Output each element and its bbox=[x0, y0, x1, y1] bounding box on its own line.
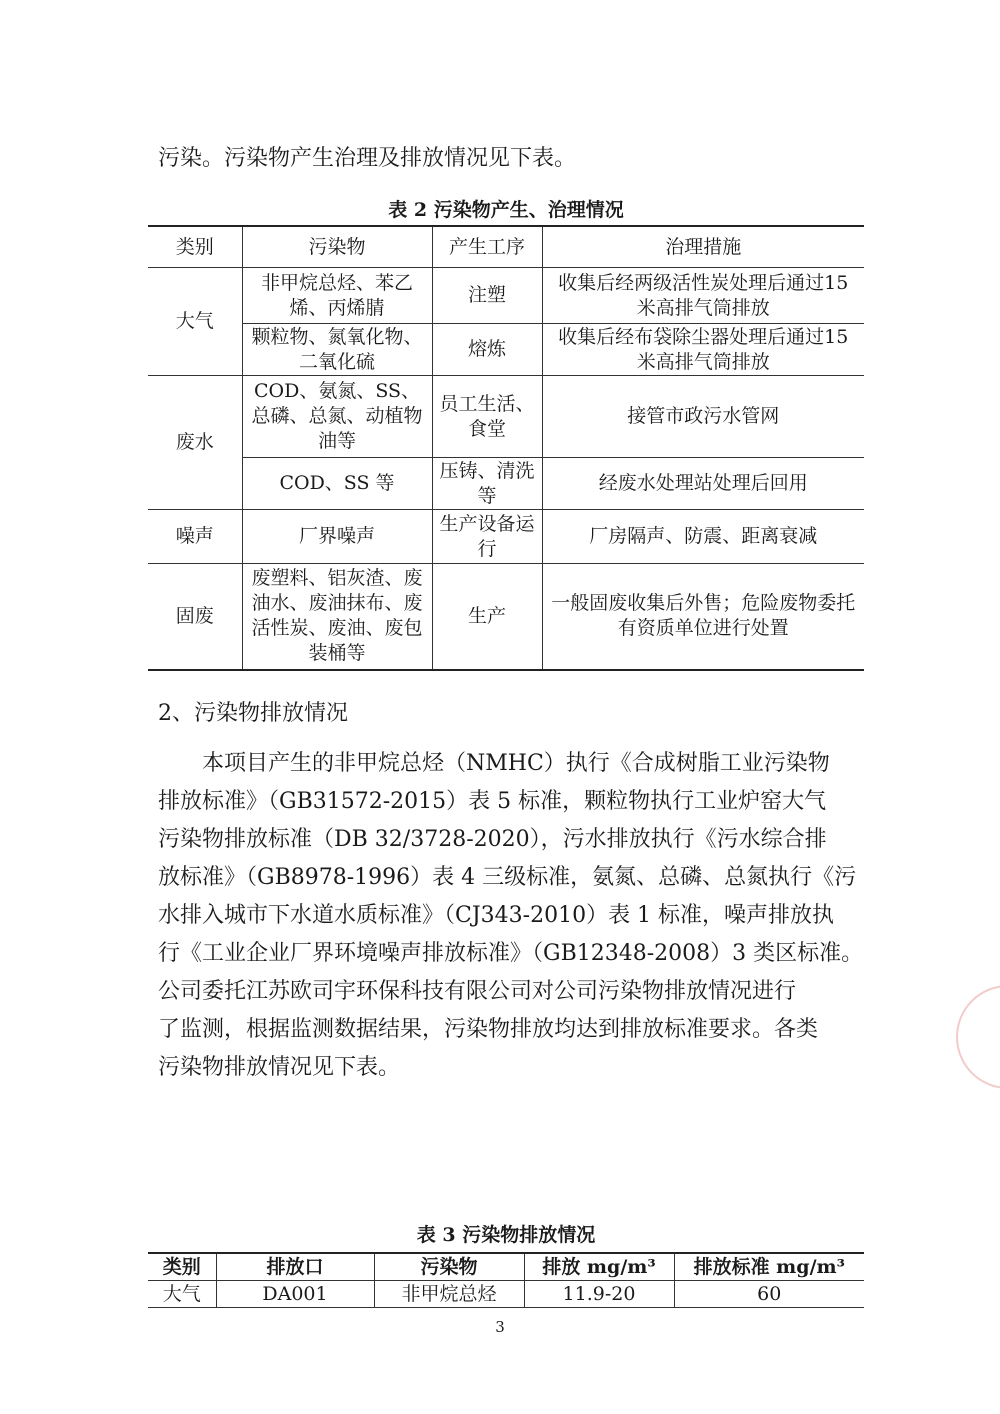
table3-header: 排放口 bbox=[216, 1253, 374, 1281]
table2-pollutant: COD、SS 等 bbox=[242, 458, 432, 510]
table2-pollutant: 非甲烷总烃、苯乙烯、丙烯腈 bbox=[242, 268, 432, 324]
table2-header-row bbox=[148, 226, 864, 268]
paragraph-line: 排放标准》（GB31572-2015）表 5 标准，颗粒物执行工业炉窑大气 bbox=[158, 789, 827, 814]
table2-category: 固废 bbox=[148, 564, 242, 670]
table2-header: 类别 bbox=[148, 226, 242, 268]
table2-category: 噪声 bbox=[148, 510, 242, 564]
table3-cell: 11.9-20 bbox=[524, 1281, 674, 1308]
section-heading-block bbox=[158, 695, 858, 733]
paragraph-line: 污染物排放情况见下表。 bbox=[158, 1055, 401, 1080]
paragraph-line: 放标准》（GB8978-1996）表 4 三级标准，氨氮、总磷、总氮执行《污 bbox=[158, 865, 857, 890]
table3-cell: 非甲烷总烃 bbox=[374, 1281, 524, 1308]
table3-header: 排放 mg/m³ bbox=[524, 1253, 674, 1281]
table2-process: 熔炼 bbox=[432, 324, 542, 376]
paragraph-line: 水排入城市下水道水质标准》（CJ343-2010）表 1 标准，噪声排放执 bbox=[158, 903, 835, 928]
table3-caption: 表 3 污染物排放情况 bbox=[416, 1224, 596, 1246]
table2-measure: 接管市政污水管网 bbox=[542, 376, 864, 458]
table2-category: 大气 bbox=[148, 268, 242, 376]
table2-measure: 经废水处理站处理后回用 bbox=[542, 458, 864, 510]
body-paragraph bbox=[158, 745, 864, 1087]
table2-pollutant: 废塑料、铝灰渣、废油水、废油抹布、废活性炭、废油、废包装桶等 bbox=[242, 564, 432, 670]
table-row bbox=[148, 510, 864, 564]
table2-pollutant: COD、氨氮、SS、总磷、总氮、动植物油等 bbox=[242, 376, 432, 458]
table2-pollutant: 厂界噪声 bbox=[242, 510, 432, 564]
table2-measure: 收集后经布袋除尘器处理后通过15 米高排气筒排放 bbox=[542, 324, 864, 376]
table3 bbox=[148, 1252, 864, 1308]
section-heading: 2、污染物排放情况 bbox=[158, 701, 348, 726]
intro-text bbox=[158, 140, 858, 178]
table2-measure: 一般固废收集后外售；危险废物委托有资质单位进行处置 bbox=[542, 564, 864, 670]
table2-header: 污染物 bbox=[242, 226, 432, 268]
table2-process: 生产设备运行 bbox=[432, 510, 542, 564]
paragraph-line: 了监测，根据监测数据结果，污染物排放均达到排放标准要求。各类 bbox=[158, 1017, 819, 1042]
table2-category: 废水 bbox=[148, 376, 242, 510]
table2-process: 压铸、清洗等 bbox=[432, 458, 542, 510]
table3-header: 类别 bbox=[148, 1253, 216, 1281]
table-row bbox=[148, 376, 864, 458]
table-row bbox=[148, 1281, 864, 1308]
table2-process: 员工生活、食堂 bbox=[432, 376, 542, 458]
seal-stamp bbox=[956, 985, 1000, 1089]
table3-cell: DA001 bbox=[216, 1281, 374, 1308]
table2-measure: 收集后经两级活性炭处理后通过15 米高排气筒排放 bbox=[542, 268, 864, 324]
table2-pollutant: 颗粒物、氮氧化物、二氧化硫 bbox=[242, 324, 432, 376]
table-row bbox=[148, 564, 864, 670]
table3-header-row bbox=[148, 1253, 864, 1281]
table2-caption: 表 2 污染物产生、治理情况 bbox=[388, 199, 624, 221]
table2-process: 注塑 bbox=[432, 268, 542, 324]
paragraph-line: 本项目产生的非甲烷总烃（NMHC）执行《合成树脂工业污染物 bbox=[202, 751, 830, 776]
table2-process: 生产 bbox=[432, 564, 542, 670]
table-row bbox=[148, 458, 864, 510]
paragraph-line: 公司委托江苏欧司宇环保科技有限公司对公司污染物排放情况进行 bbox=[158, 979, 797, 1004]
table-row bbox=[148, 268, 864, 324]
table3-cell: 60 bbox=[674, 1281, 864, 1308]
table2-measure: 厂房隔声、防震、距离衰减 bbox=[542, 510, 864, 564]
paragraph-line: 污染物排放标准（DB 32/3728-2020），污水排放执行《污水综合排 bbox=[158, 827, 827, 852]
intro-line: 污染。污染物产生治理及排放情况见下表。 bbox=[158, 146, 577, 171]
table2-header: 产生工序 bbox=[432, 226, 542, 268]
page-number: 3 bbox=[495, 1318, 505, 1336]
table2-header: 治理措施 bbox=[542, 226, 864, 268]
paragraph-line: 行《工业企业厂界环境噪声排放标准》（GB12348-2008）3 类区标准。 bbox=[158, 941, 864, 966]
table-row bbox=[148, 324, 864, 376]
table2 bbox=[148, 225, 864, 671]
table3-header: 污染物 bbox=[374, 1253, 524, 1281]
table3-cell: 大气 bbox=[148, 1281, 216, 1308]
table3-header: 排放标准 mg/m³ bbox=[674, 1253, 864, 1281]
